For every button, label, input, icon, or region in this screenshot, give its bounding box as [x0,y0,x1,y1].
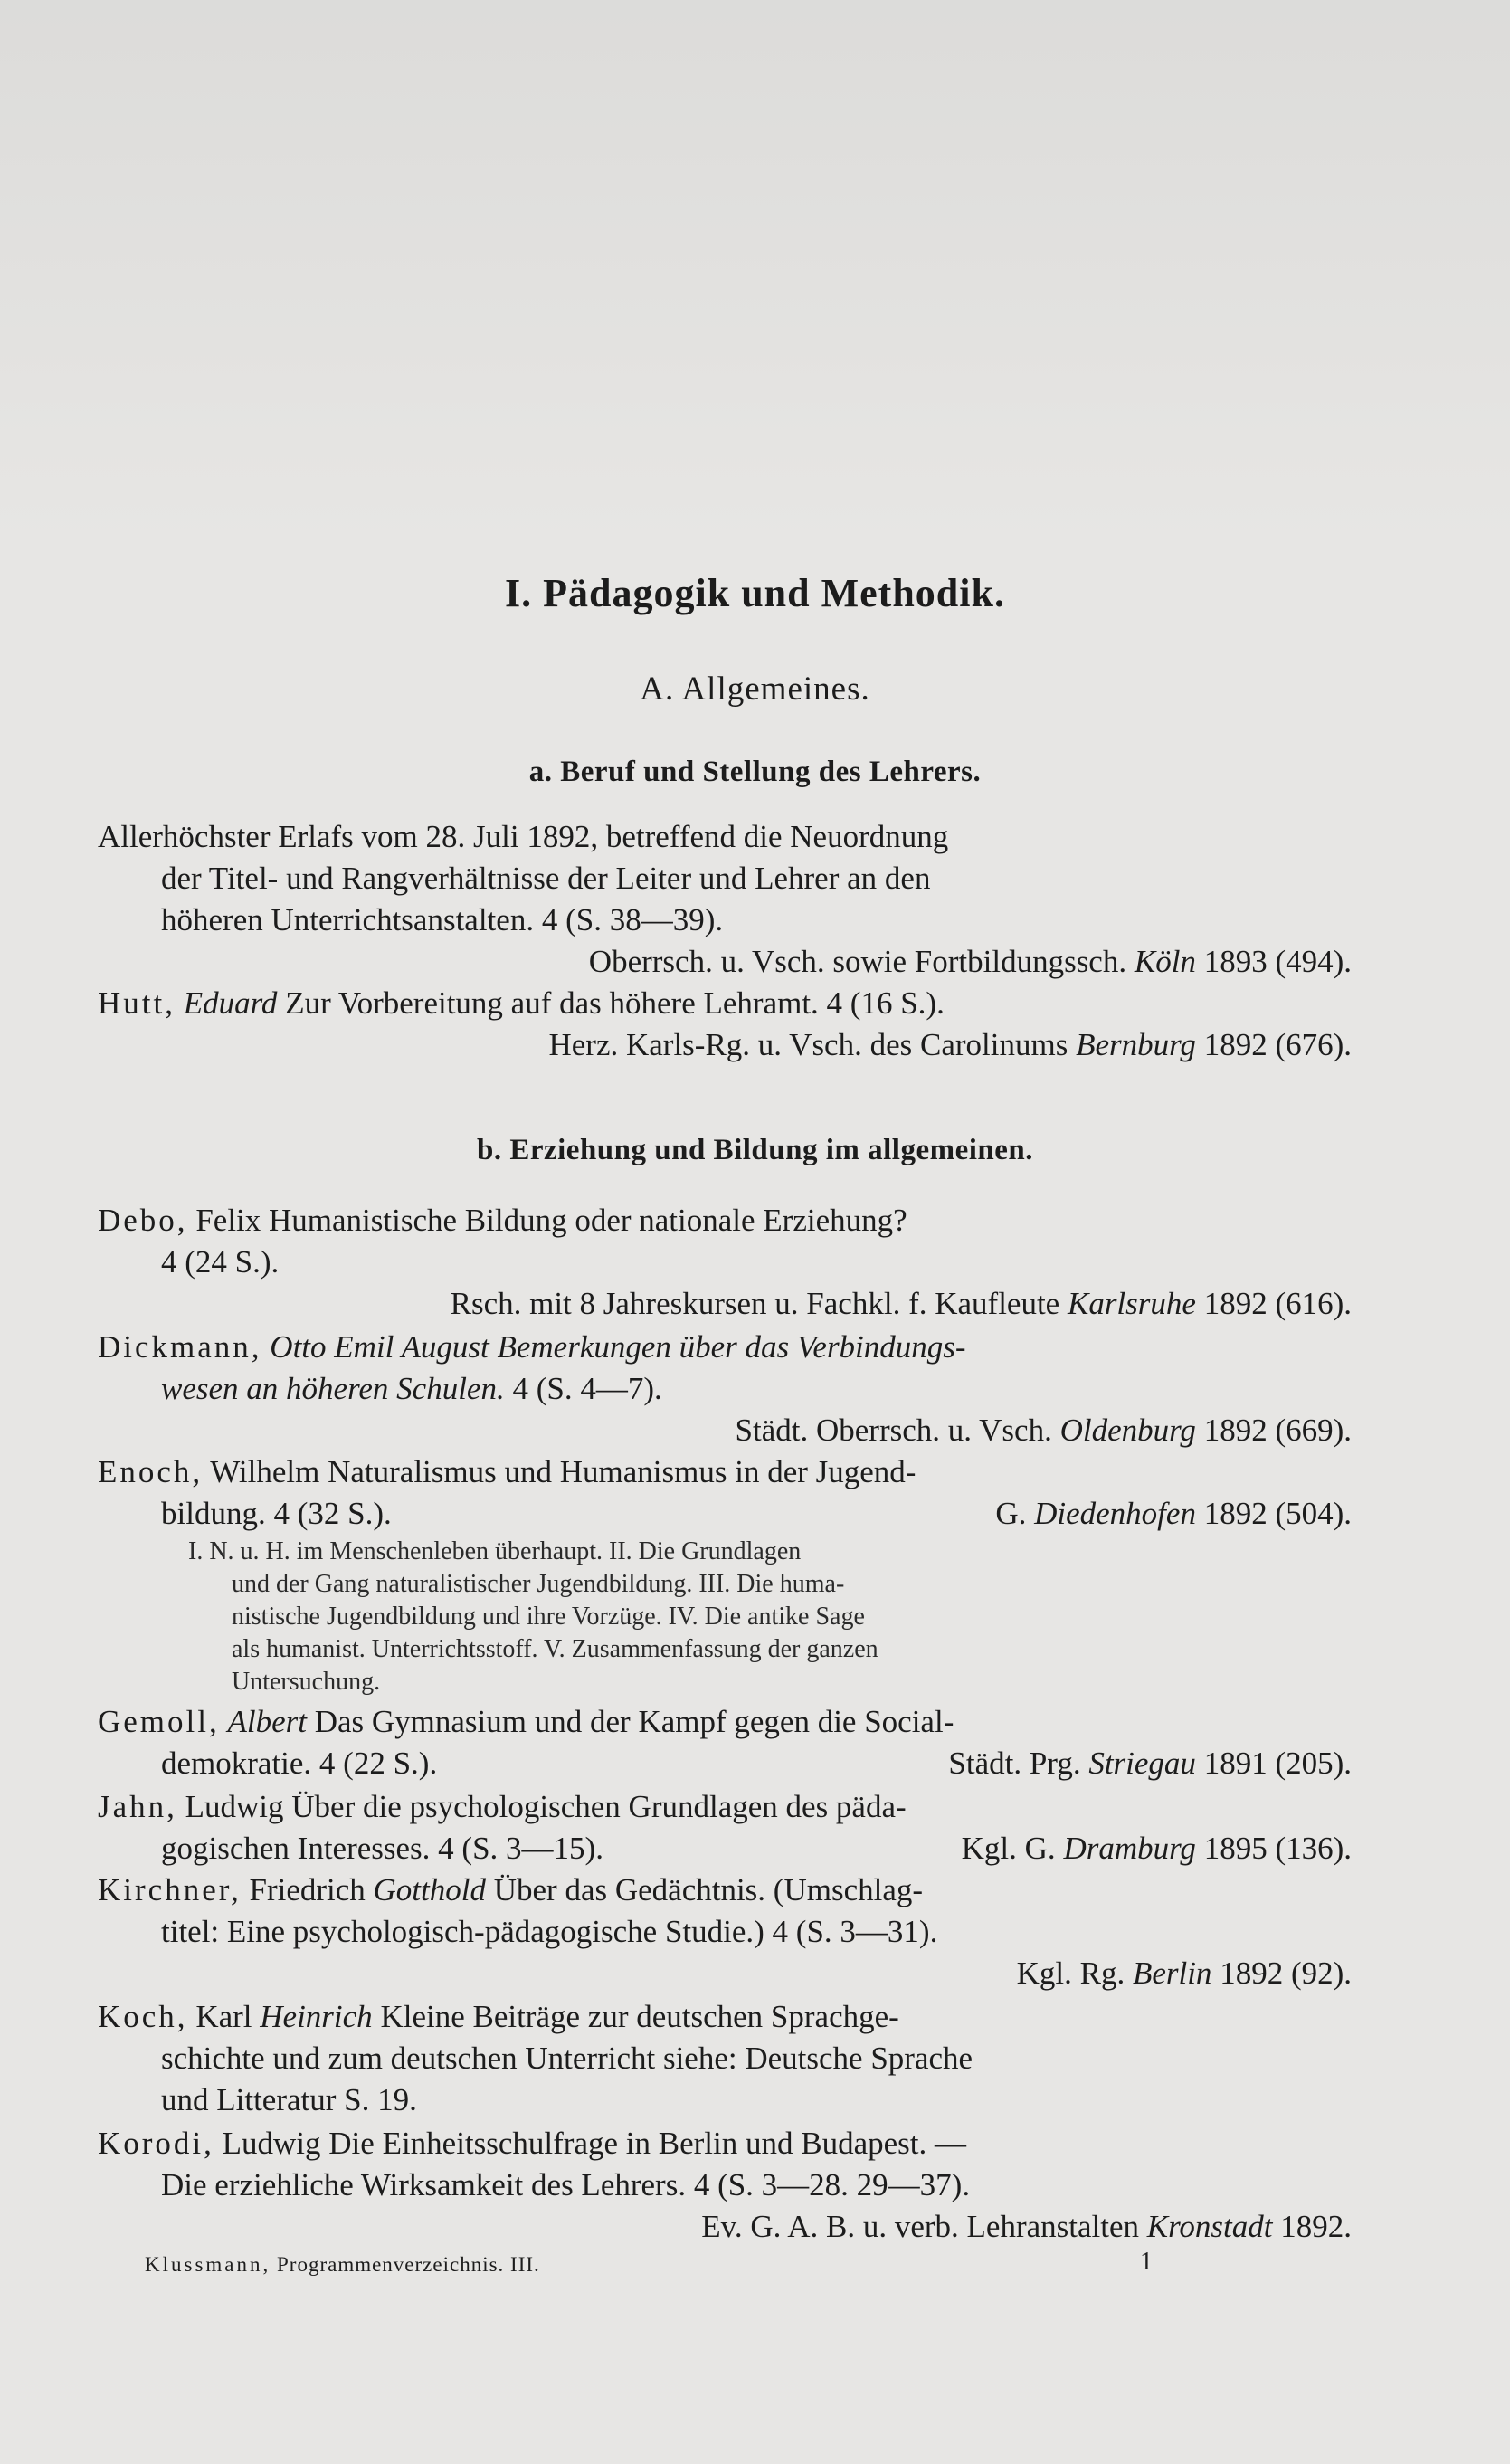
entry-3-place: Karlsruhe [1067,1286,1196,1321]
entry-2-imprint [548,1024,1352,1065]
entry-2-place: Bernburg [1076,1027,1196,1062]
entry-10-school: Ev. G. A. B. u. verb. Lehranstalten [701,2209,1139,2244]
entry-7-school: Kgl. G. [961,1831,1056,1866]
entry-1-line-2: der Titel- und Rangverhältnisse der Leiter und Lehrer an den [161,861,931,896]
entry-7-author: Jahn, [98,1789,177,1824]
entry-2-author: Hutt, [98,985,176,1021]
entry-8-place: Berlin [1132,1955,1212,1991]
entry-10-line-1 [98,2123,966,2164]
entry-5-note-3: nistische Jugendbildung und ihre Vorzüge. IV. Die antike Sage [232,1603,865,1631]
entry-4-imprint [736,1410,1352,1451]
entry-3-line-2: 4 (24 S.). [161,1244,280,1280]
entry-9-first-name-a: Karl [195,1999,252,2034]
entry-4-school: Städt. Oberrsch. u. Vsch. [735,1413,1052,1448]
paper-texture [0,0,1510,543]
entry-4-title-1: Otto Emil August Bemerkungen über das Verbindungs- [270,1329,966,1365]
entry-1-year: 1893 (494). [1203,944,1352,979]
entry-6-school: Städt. Prg. [948,1746,1081,1781]
entry-8-author: Kirchner, [98,1872,242,1907]
entry-2-line-1 [98,983,945,1023]
entry-6-author: Gemoll, [98,1704,220,1739]
entry-5-note-2: und der Gang naturalistischer Jugendbildung. III. Die huma- [232,1570,845,1598]
entry-5-line-2: bildung. 4 (32 S.). [161,1496,392,1531]
entry-3-imprint [451,1283,1352,1324]
entry-6-place: Striegau [1088,1746,1196,1781]
entry-3-line-1 [98,1200,907,1241]
entry-8-year: 1892 (92). [1220,1955,1352,1991]
section-title: A. Allgemeines. [640,671,870,708]
entry-9-first-name-b: Heinrich [260,1999,373,2034]
entry-3-title: Felix Humanistische Bildung oder nationale Erziehung? [195,1203,907,1238]
entry-5-note-1: I. N. u. H. im Menschenleben überhaupt. II. Die Grundlagen [188,1537,802,1565]
entry-5-note-4: als humanist. Unterrichtsstoff. V. Zusammenfassung der ganzen [232,1635,878,1663]
entry-4-title-2: wesen an höheren Schulen. [161,1371,505,1406]
entry-4-pages: 4 (S. 4—7). [512,1371,662,1406]
entry-10-author: Korodi, [98,2126,214,2161]
entry-7-title: Ludwig Über die psychologischen Grundlagen des päda- [185,1789,907,1824]
entry-1-line-1: Allerhöchster Erlafs vom 28. Juli 1892, betreffend die Neuordnung [98,819,949,854]
entry-7-line-1 [98,1786,907,1827]
entry-8-first-name-b: Gotthold [373,1872,486,1907]
entry-5-author: Enoch, [98,1454,204,1489]
entry-5-school: G. [995,1496,1027,1531]
entry-5-title: Wilhelm Naturalismus und Humanismus in der Jugend- [210,1454,916,1489]
chapter-title: I. Pädagogik und Methodik. [505,571,1005,615]
entry-8-line-1 [98,1869,923,1910]
entry-8-line-2: titel: Eine psychologisch-pädagogische Studie.) 4 (S. 3—31). [161,1914,938,1949]
entry-1-line-3: höheren Unterrichtsanstalten. 4 (S. 38—39). [161,902,724,937]
entry-1-school: Oberrsch. u. Vsch. sowie Fortbildungssch. [588,944,1127,979]
entry-6-imprint [948,1743,1352,1784]
entry-10-title: Ludwig Die Einheitsschulfrage in Berlin und Budapest. — [222,2126,967,2161]
entry-10-place: Kronstadt [1146,2209,1273,2244]
entry-6-line-2: demokratie. 4 (22 S.). [161,1746,438,1781]
entry-9-title: Kleine Beiträge zur deutschen Sprachge- [380,1999,899,2034]
entry-5-imprint [995,1493,1352,1534]
footer-title: Programmenverzeichnis. III. [277,2253,540,2276]
entry-5-line-1 [98,1451,916,1492]
page-number: 1 [1140,2248,1153,2276]
subsection-a-title: a. Beruf und Stellung des Lehrers. [528,756,982,788]
entry-8-first-name-a: Friedrich [249,1872,366,1907]
entry-5-note-5: Untersuchung. [232,1668,381,1696]
entry-10-line-2: Die erziehliche Wirksamkeit des Lehrers. 4 (S. 3—28. 29—37). [161,2167,971,2202]
entry-9-author: Koch, [98,1999,188,2034]
entry-4-line-2 [161,1368,662,1409]
footer-author: Klussmann, [145,2253,271,2276]
entry-7-line-2: gogischen Interesses. 4 (S. 3—15). [161,1831,603,1866]
entry-4-author: Dickmann, [98,1329,262,1365]
entry-9-line-2: schichte und zum deutschen Unterricht siehe: Deutsche Sprache [161,2041,973,2076]
entry-7-place: Dramburg [1063,1831,1196,1866]
entry-6-first-name: Albert [227,1704,307,1739]
subsection-b-title: b. Erziehung und Bildung im allgemeinen. [476,1134,1034,1166]
entry-8-school: Kgl. Rg. [1016,1955,1125,1991]
entry-3-author: Debo, [98,1203,188,1238]
footer-signature [145,2253,540,2277]
entry-7-year: 1895 (136). [1203,1831,1352,1866]
entry-4-year: 1892 (669). [1203,1413,1352,1448]
entry-1-imprint [589,941,1352,982]
entry-1-place: Köln [1134,944,1196,979]
entry-7-imprint [962,1828,1352,1869]
entry-9-line-1 [98,1996,899,2037]
entry-8-title: Über das Gedächtnis. (Umschlag- [493,1872,924,1907]
entry-4-line-1 [98,1327,966,1367]
entry-10-imprint [701,2206,1352,2247]
entry-2-first-name: Eduard [183,985,278,1021]
entry-8-imprint [1017,1953,1352,1993]
entry-9-line-3: und Litteratur S. 19. [161,2082,417,2117]
entry-2-year: 1892 (676). [1203,1027,1352,1062]
entry-6-line-1 [98,1701,954,1742]
entry-2-title: Zur Vorbereitung auf das höhere Lehramt. 4 (16 S.). [285,985,945,1021]
entry-4-place: Oldenburg [1059,1413,1196,1448]
entry-2-school: Herz. Karls-Rg. u. Vsch. des Carolinums [548,1027,1068,1062]
entry-5-place: Diedenhofen [1034,1496,1196,1531]
entry-3-year: 1892 (616). [1203,1286,1352,1321]
entry-6-year: 1891 (205). [1203,1746,1352,1781]
entry-6-title: Das Gymnasium und der Kampf gegen die Social- [314,1704,954,1739]
entry-3-school: Rsch. mit 8 Jahreskursen u. Fachkl. f. Kaufleute [450,1286,1060,1321]
entry-10-year: 1892. [1280,2209,1352,2244]
entry-5-year: 1892 (504). [1203,1496,1352,1531]
